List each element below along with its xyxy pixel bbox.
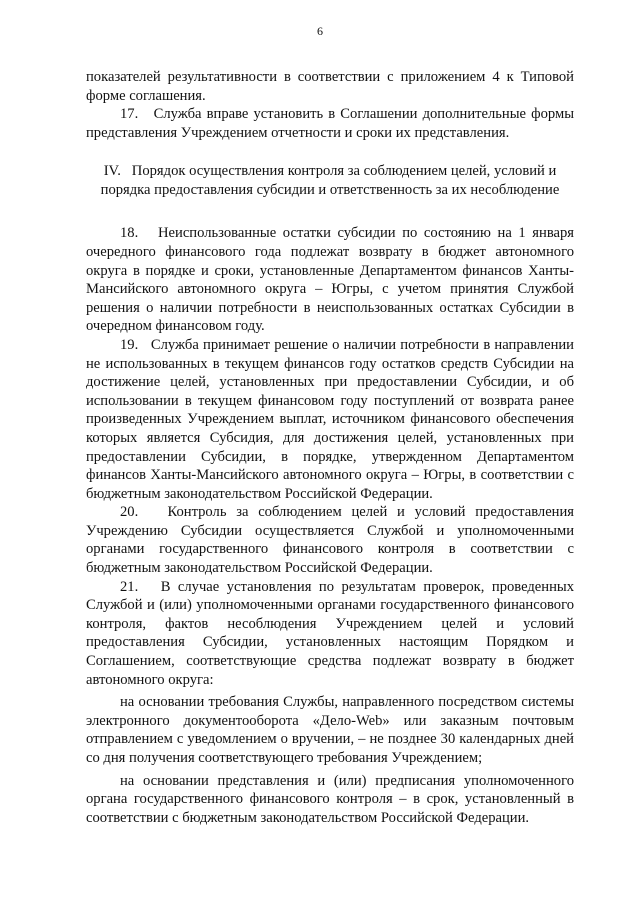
paragraph-19: 19. Служба принимает решение о наличии потребности в направлении не использованных в текущем финансов году остатков средств Субсидии на достижение целей, установленных при предоставлении Субсидии, и об использовании в текущем финансовом году поступлений от возврата ранее произведенных Учреждением выплат, источником финансового обеспечения которых является Субсидия, для достижения целей, установленных при предоставлении Субсидии, в порядке, утвержденном Департаментом финансов Ханты-Мансийского автономного округа – Югры, в соответствии с бюджетным законодательством Российской Федерации. [86,336,574,502]
paragraph-continuation: показателей результативности в соответствии с приложением 4 к Типовой форме соглашения. [86,69,574,104]
section-heading: IV. Порядок осуществления контроля за соблюдением целей, условий и порядка предоставления субсидии и ответственность за их несоблюдение [100,163,560,199]
document-body [86,68,574,827]
paragraph-21: 21. В случае установления по результатам проверок, проведенных Службой и (или) уполномоченными органами государственного финансового контроля, фактов несоблюдения Учреждением целей и условий предоставления Субсидии, установленных настоящим Порядком и Соглашением, соответствующие средства подлежат возврату в бюджет автономного округа: [86,578,574,688]
paragraph-21-item-2: на основании представления и (или) предписания уполномоченного органа государственного финансового контроля – в срок, установленный в соответствии с бюджетным законодательством Российской Федерации. [86,772,574,826]
page-number: 6 [317,24,323,38]
paragraph-20: 20. Контроль за соблюдением целей и условий предоставления Учреждению Субсидии осуществляется Службой и уполномоченными органами государственного финансового контроля в соответствии с бюджетным законодательством Российской Федерации. [86,504,574,577]
paragraph-21-item-1: на основании требования Службы, направленного посредством системы электронного документооборота «Дело-Web» или заказным почтовым отправлением с уведомлением о вручении, – не позднее 30 календарных дней со дня получения соответствующего требования Учреждением; [86,694,574,766]
paragraph-18: 18. Неиспользованные остатки субсидии по состоянию на 1 января очередного финансового года подлежат возврату в бюджет автономного округа в порядке и сроки, установленные Департаментом финансов Ханты-Мансийского автономного округа – Югры, с учетом принятия Службой решения о наличии потребности в неиспользованных остатках Субсидии в очередном финансовом году. [86,225,574,335]
paragraph-17: 17. Служба вправе установить в Соглашении дополнительные формы представления Учреждением отчетности и сроки их представления. [86,106,574,141]
